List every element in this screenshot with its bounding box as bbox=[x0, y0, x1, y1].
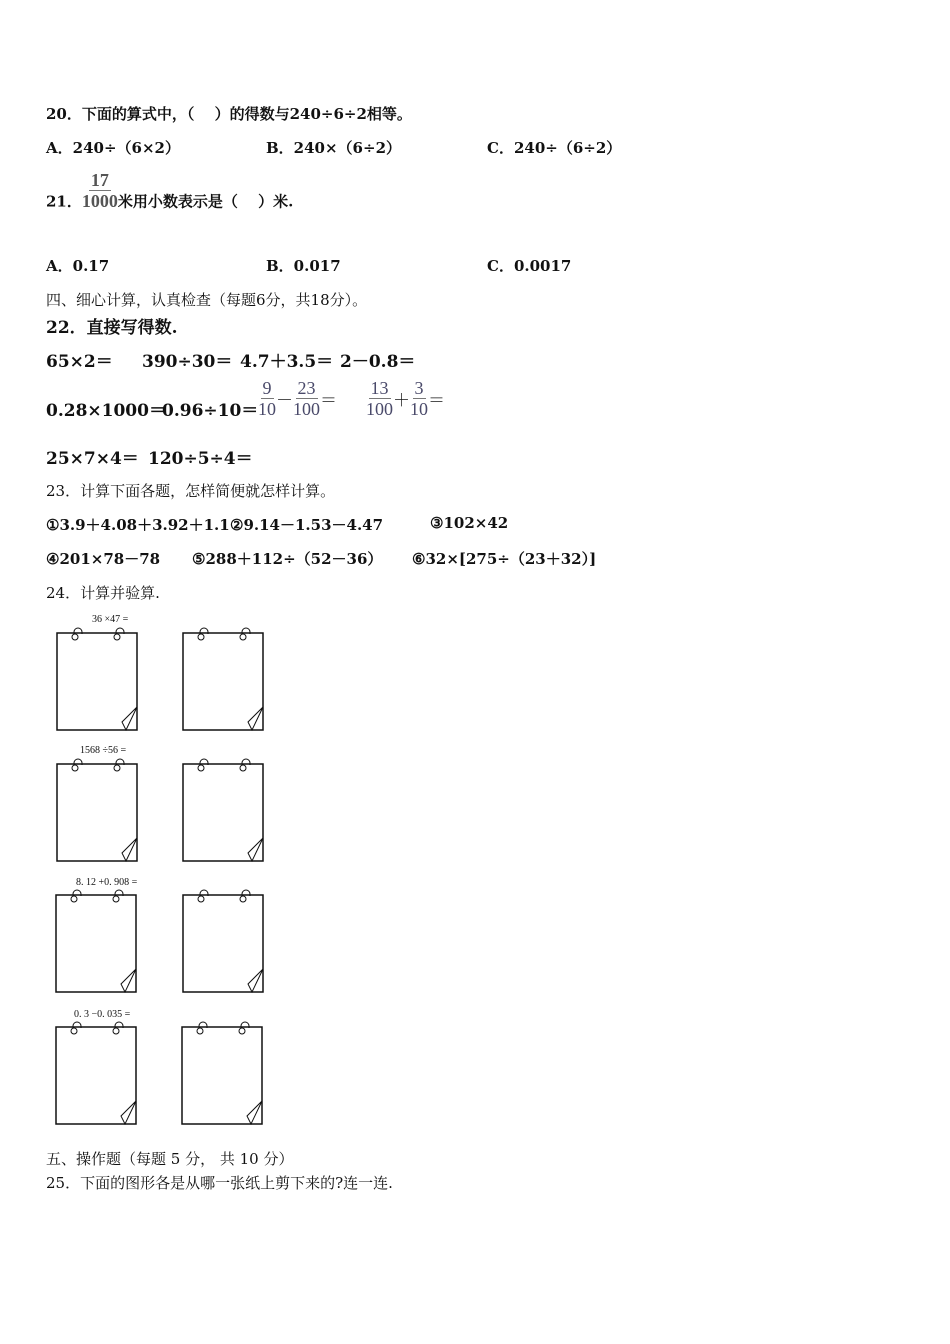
q20-stem: 20．下面的算式中，（ ）的得数与240÷6÷2相等。 bbox=[46, 105, 412, 123]
q21-stem bbox=[46, 170, 293, 212]
q21-number: 21． bbox=[46, 192, 82, 211]
calc-item: 0.96÷10＝ bbox=[162, 401, 259, 421]
calc-item: 65×2＝ bbox=[46, 352, 113, 372]
q23-item: ③102×42 bbox=[430, 514, 509, 532]
calc-item: 120÷5÷4＝ bbox=[148, 449, 253, 469]
calc-item: 4.7＋3.5＝ bbox=[240, 352, 334, 372]
q24-problem-label: 36 ×47 = bbox=[92, 614, 129, 625]
op: ＝ bbox=[320, 391, 337, 411]
section-4-heading: 四、细心计算，认真检查（每题6分，共18分）。 bbox=[46, 291, 368, 309]
calculation-notepad bbox=[56, 626, 140, 736]
fraction-expr-1 bbox=[258, 378, 337, 419]
q23-item: ②9.14－1.53－4.47 bbox=[230, 516, 384, 534]
calc-item: 25×7×4＝ bbox=[46, 449, 139, 469]
q23-item: ①3.9＋4.08＋3.92＋1.1 bbox=[46, 516, 230, 534]
calc-item: 2－0.8＝ bbox=[340, 352, 416, 372]
calc-item: 390÷30＝ bbox=[142, 352, 233, 372]
frac-den: 10 bbox=[410, 399, 428, 419]
frac-num: 13 bbox=[370, 378, 389, 398]
q23-item: ⑤288＋112÷（52－36） bbox=[192, 550, 383, 568]
frac-den: 1000 bbox=[81, 191, 118, 211]
fraction-expr-2 bbox=[366, 378, 445, 419]
q21-option-b: B．0.017 bbox=[266, 257, 341, 275]
calculation-notepad bbox=[55, 1020, 139, 1130]
frac-den: 10 bbox=[258, 399, 276, 419]
q21-fraction bbox=[82, 170, 118, 211]
verification-notepad bbox=[182, 626, 266, 736]
q24-problem-label: 0. 3 −0. 035 = bbox=[74, 1009, 131, 1020]
q23-item: ④201×78－78 bbox=[46, 550, 161, 568]
q21-option-c: C．0.0017 bbox=[487, 257, 572, 275]
section-5-heading: 五、操作题（每题 5 分， 共 10 分） bbox=[46, 1150, 294, 1168]
verification-notepad bbox=[182, 757, 266, 867]
q20-option-b: B．240×（6÷2） bbox=[266, 139, 402, 157]
frac-num: 23 bbox=[297, 378, 316, 398]
calculation-notepad bbox=[56, 757, 140, 867]
q24-problem-label: 8. 12 +0. 908 = bbox=[76, 877, 138, 888]
q24-stem: 24．计算并验算. bbox=[46, 584, 160, 602]
frac-den: 100 bbox=[293, 399, 320, 419]
frac-num: 9 bbox=[262, 378, 272, 398]
frac-num: 3 bbox=[414, 378, 424, 398]
q25-stem: 25．下面的图形各是从哪一张纸上剪下来的?连一连. bbox=[46, 1174, 393, 1192]
q22-stem: 22．直接写得数. bbox=[46, 318, 178, 338]
q21-text: 米用小数表示是（ ）米. bbox=[117, 192, 294, 211]
q24-problem-label: 1568 ÷56 = bbox=[80, 745, 127, 756]
q20-option-a: A．240÷（6×2） bbox=[46, 139, 180, 157]
q20-option-c: C．240÷（6÷2） bbox=[487, 139, 622, 157]
q23-stem: 23．计算下面各题，怎样简便就怎样计算。 bbox=[46, 482, 336, 500]
op: － bbox=[276, 391, 293, 411]
verification-notepad bbox=[181, 1020, 265, 1130]
q21-option-a: A．0.17 bbox=[46, 257, 110, 275]
op: ＝ bbox=[428, 391, 445, 411]
verification-notepad bbox=[182, 888, 266, 998]
frac-den: 100 bbox=[366, 399, 393, 419]
calc-item: 0.28×1000＝ bbox=[46, 401, 166, 421]
frac-num: 17 bbox=[90, 170, 109, 190]
op: ＋ bbox=[393, 391, 410, 411]
q23-item: ⑥32×[275÷（23＋32）] bbox=[412, 550, 597, 568]
calculation-notepad bbox=[55, 888, 139, 998]
